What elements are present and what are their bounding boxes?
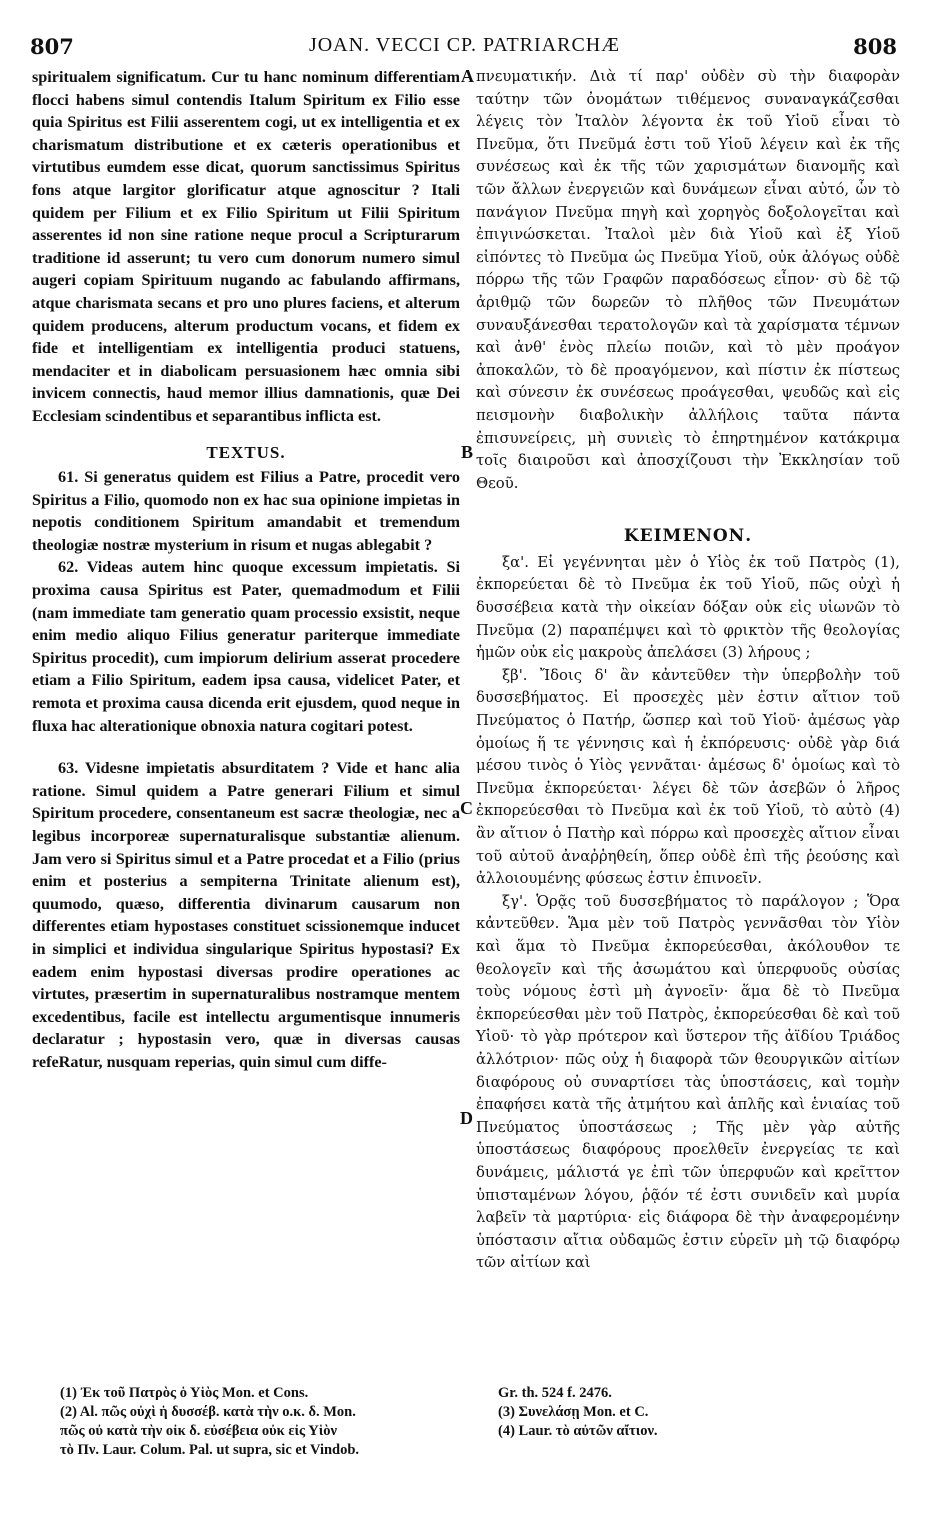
- footnote-line: Gr. th. 524 f. 2476.: [498, 1385, 612, 1401]
- latin-paragraph-62: 62. Videas autem hinc quoque excessum impietatis. Si proxima causa Spiritus est Pater, quemadmodum et Filii (nam immediate tam generatio quam processio exsistit, neque enim medio aliquo Filius generatur pariterque immediate Spiritus procedit), cum impiorum delirium asserat procedere etiam a Filio Spiritum, eadem ipsa causa, videlicet Pater, et remota et proxima causa dicenda erit ejusdem, quod neque in fluxa hac alterationique obnoxia natura cogitari potest.: [32, 558, 460, 735]
- greek-paragraph-62: ξβ'. Ἴδοις δ' ἂν κἀντεῦθεν τὴν ὑπερβολὴν τοῦ δυσσεβήματος. Εἰ προσεχὲς μὲν ἐστιν αἴτιον τοῦ Πνεύματος ὁ Πατήρ, ὥσπερ καὶ τοῦ Υἱοῦ· ἀμέσως γὰρ ὁμοίως ἥ τε γέννησις καὶ ἡ ἐκπόρευσις· οὐδὲ γὰρ διά μέσου τινὸς ὁ Υἱὸς γεννᾶται· ἀμέσως δ' ὁμοίως καὶ τὸ Πνεῦμα ἐκπορεύεται· λέγει δὲ τῶν ἀσεβῶν ὁ λῆρος ἐκπορεύεσθαι τὸ Πνεῦμα καὶ ἐκ τοῦ Υἱοῦ, τὸ αὐτὸ (4) ἂν αἴτιον ὁ Πατὴρ καὶ πόρρω καὶ προσεχὲς αἴτιον εἶναι τοῦ αὐτοῦ ἀναῤῥηθείη, ὅπερ οὐδὲ ἐπὶ τῆς ῥεούσης καὶ ἀλλοιουμένης φύσεως ἐστιν ἐπινοεῖν.: [476, 666, 900, 888]
- footnote-line: πῶς οὐ κατὰ τὴν οἰκ δ. εὐσέβεια οὐκ εἰς Υἱὸν: [60, 1423, 337, 1439]
- margin-marker-c: C: [460, 798, 473, 818]
- footnote-line: (1) Ἐκ τοῦ Πατρὸς ὁ Υἱὸς Mon. et Cons.: [60, 1385, 309, 1401]
- greek-paragraph-61: ξα'. Εἰ γεγέννηται μὲν ὁ Υἱὸς ἐκ τοῦ Πατρὸς (1), ἐκπορεύεται δὲ τὸ Πνεῦμα ἐκ τοῦ Υἱοῦ, πῶς οὐχὶ ἡ δυσσέβεια κατὰ τὴν οἰκείαν δόξαν οὐκ εἰς υἱωνῶν τὸ Πνεῦμα (2) παραπέμψει καὶ τὸ φρικτὸν τῆς θεολογίας ἡμῶν οὐκ εἰς μακροὺς ἀπελάσει (3) λήρους ;: [476, 553, 900, 662]
- footnote-line: τὸ Πν. Laur. Colum. Pal. ut supra, sic et Vindob.: [60, 1442, 360, 1458]
- margin-marker-b: B: [461, 442, 474, 462]
- page-number-right: 808: [853, 34, 897, 59]
- margin-marker-d: D: [460, 1108, 473, 1128]
- page-header: [0, 34, 929, 62]
- greek-paragraph-63: ξγ'. Ὁρᾷς τοῦ δυσσεβήματος τὸ παράλογον ; Ὅρα κἀντεῦθεν. Ἅμα μὲν τοῦ Πατρὸς γεννᾶσθαι τὸν Υἱὸν καὶ ἅμα τὸ Πνεῦμα ἐκπορεύεσθαι, ἀκόλουθον τε θεολογεῖν καὶ τῆς ἀσωμάτου καὶ ὑπερφυοῦς οὐσίας τοὺς νόμους ἐστὶ μὴ ἀγνοεῖν· ἅμα δὲ τὸ Πνεῦμα ἐκπορεύεσθαι μὲν τοῦ Πατρὸς, ἐκπορεύεσθαι δὲ καὶ τοῦ Υἱοῦ· τὸ γὰρ πρότερον καὶ ὕστερον τῆς ἀϊδίου Τριάδος ἀλλότριον· πῶς οὐχ ἡ διαφορὰ τῶν θεουργικῶν αἰτίων διαφόρους οὐ συναρτίσει τὰς ὑποστάσεις, καὶ τομὴν ἐπαφήσει κατὰ τῆς ἀτμήτου καὶ ἁπλῆς καὶ ἑνιαίας τοῦ Πνεύματος ὑποστάσεως ; Τῆς μὲν γὰρ αὐτῆς ὑποστάσεως διαφόρους προελθεῖν ἐνεργείας τε καὶ δυνάμεις, μάλιστά γε ἐπὶ τῶν ὑπερφυῶν καὶ κρεῖττον ὑπισταμένων λόγου, ῥᾷόν τέ ἐστι συνιδεῖν καὶ μυρία λαβεῖν τὰ μαρτύρια· εἰς διάφορα δὲ τὴν ἀναφερομένην ὑπόστασιν αἴτια οὐδαμῶς ἐστιν εὑρεῖν μὴ τῷ διαφόρῳ τῶν αἰτίων καὶ: [476, 892, 900, 1272]
- latin-column: [32, 66, 460, 1074]
- running-title: JOAN. VECCI CP. PATRIARCHÆ: [308, 34, 621, 56]
- footnote-line: (4) Laur. τὸ αὐτῶν αἴτιον.: [498, 1423, 658, 1439]
- page-number-left: 807: [30, 34, 74, 59]
- greek-column: [476, 66, 900, 1275]
- footnote-line: (2) Al. πῶς οὐχὶ ἡ δυσσέβ. κατὰ τὴν ο.κ. δ. Mon.: [60, 1404, 356, 1420]
- margin-marker-a: A: [461, 66, 474, 86]
- latin-heading: TEXTUS.: [206, 442, 286, 462]
- latin-intro: spiritualem significatum. Cur tu hanc nominum differentiam flocci habens simul contendis Italum Spiritum ex Filio esse quia Spiritus est Filii asserentem cogi, ut ex intelligentia et ex charismatum distributione et ex cæteris operationibus et virtutibus eumdem esse dicat, quorum sanctissimus Spiritus fons atque largitor glorificatur atque agnoscitur ? Itali quidem per Filium et ex Filio Spiritum ut Filii Spiritum asserentes id non sine ratione neque procul a Scripturarum traditione id asserunt; tu vero cum donorum numero simul augeri copiam Spirituum nugando ac fabulando affirmans, atque charismata secans et pro uno plures faciens, et alterum quidem producens, alterum productum vocans, et fidem ex fide et intelligentiam ex intelligentia produci statuens, mendaciter et in diabolicam persuasionem hæc omnia sibi invicem connectis, haud memor illius damnationis, quæ Dei Ecclesiam scindentibus et separantibus inflicta est.: [32, 68, 460, 425]
- latin-paragraph-61: 61. Si generatus quidem est Filius a Patre, procedit vero Spiritus a Filio, quomodo non ex hac sua opinione impietas in nepotis conditionem Spiritum amandabit et tremendum theologiæ nostræ mysterium in risum et nugas ablegabit ?: [32, 468, 460, 554]
- footnotes-right: [498, 1384, 898, 1441]
- greek-heading: ΚΕΙΜΕΝΟΝ.: [623, 526, 753, 547]
- footnotes-left: [60, 1384, 460, 1460]
- latin-paragraph-63: 63. Videsne impietatis absurditatem ? Vide et hanc alia ratione. Simul quidem a Patre generari Filium et simul Spiritum procedere, consentaneum est sacræ theologiæ, nec a legibus incorporeæ supernaturalisque substantiæ alienum. Jam vero si Spiritus simul et a Patre procedat et a Filio (prius enim et posterius a sempiterna Trinitate alienum est), quumodo, quæso, differentia divinarum causarum non differentes etiam hypostases constituet scissionemque inducet in simplici et individua singularique Spiritus hypostasi? Ex eadem enim hypostasi diversas prodire operationes ac virtutes, præsertim in supernaturalibus nostramque mentem excedentibus, facile est intellectu argumentisque innumeris declaratur ; hypostasin vero, quæ in diversas causas refeRatur, nusquam reperias, quin simul cum diffe-: [32, 759, 460, 1071]
- greek-intro: πνευματικήν. Διὰ τί παρ' οὐδὲν σὺ τὴν διαφορὰν ταύτην τῶν ὀνομάτων τιθέμενος συναναγκάζεσθαι λέγεις τὸν Ἰταλὸν λέγοντα ἐκ τοῦ Υἱοῦ εἶναι τὸ Πνεῦμα, ὅτι Πνεῦμά ἐστι τοῦ Υἱοῦ λέγειν καὶ ἐκ τῆς συνέσεως καὶ ἐκ τῆς τῶν χαρισμάτων διανομῆς καὶ τῶν ἄλλων ἐνεργειῶν καὶ δυνάμεων εἶναι αὐτό, ὧν τὸ πανάγιον Πνεῦμα πηγὴ καὶ χορηγὸς δοξολογεῖται καὶ ἐπιγινώσκεται. Ἰταλοὶ μὲν διὰ Υἱοῦ καὶ ἐξ Υἱοῦ εἰπόντες τὸ Πνεῦμα ὡς Πνεῦμα Υἱοῦ, οὐκ ἀλόγως οὐδὲ πόρρω τῆς τῶν Γραφῶν παραδόσεως εἶπον· σὺ δὲ τῷ ἀριθμῷ τῶν δωρεῶν τὸ πλῆθος τῶν Πνευμάτων συναυξάνεσθαι τερατολογῶν καὶ τὰ χαρίσματα τέμνων καὶ ἀνθ' ἑνὸς πλείω ποιῶν, καὶ τὸ μὲν προάγον ἀποκαλῶν, τὸ δὲ προαγόμενον, καὶ πίστιν ἐκ πίστεως καὶ σύνεσιν ἐκ συνέσεως προάγεσθαι, ψευδῶς καὶ εἰς πεισμονὴν διαβολικὴν ἀλλήλοις ταῦτα πάντα ἐπισυνείρεις, μὴ συνιεὶς τὸ ἐπηρτημένον κατάκριμα τοῖς διαιροῦσι καὶ ἀποσχίζουσι τὴν Ἐκκλησίαν τοῦ Θεοῦ.: [476, 68, 900, 492]
- footnote-line: (3) Συνελάσῃ Mon. et C.: [498, 1404, 649, 1420]
